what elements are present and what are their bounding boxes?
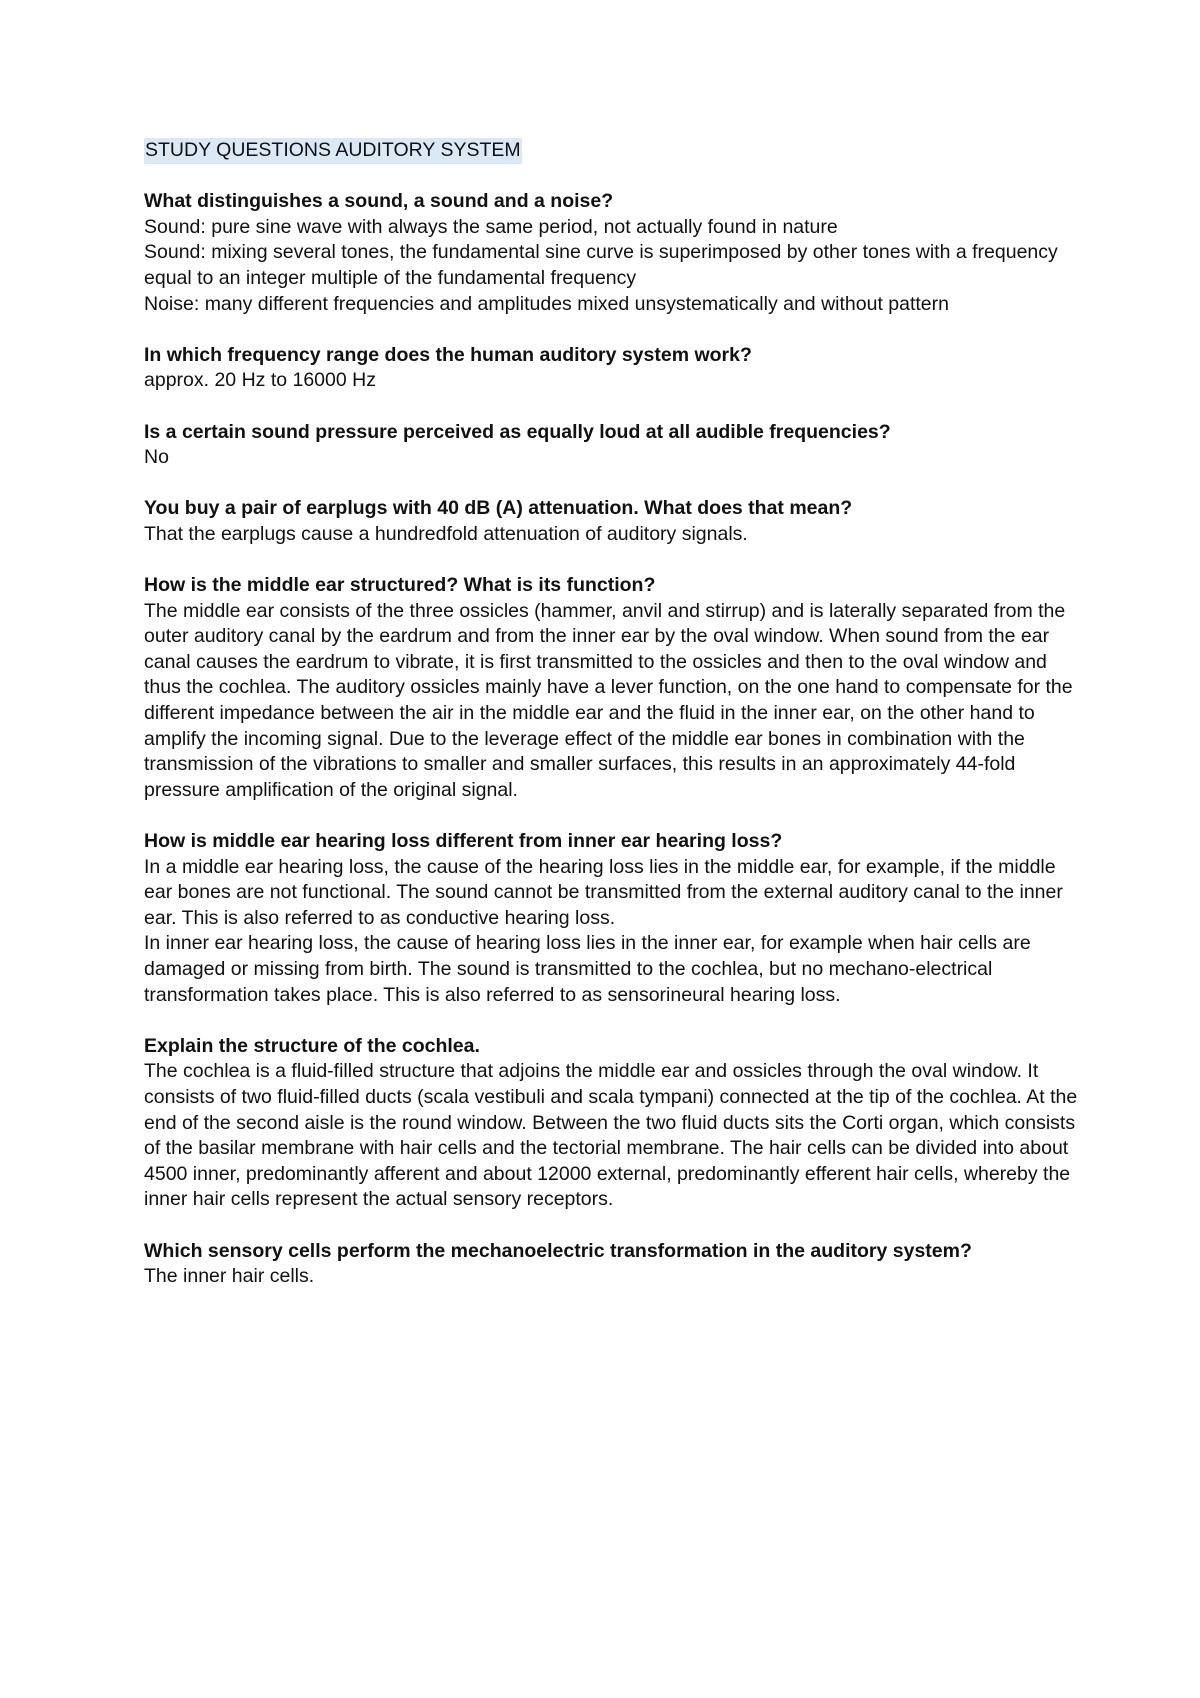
qa-block: [144, 573, 1084, 803]
question: In which frequency range does the human auditory system work?: [144, 343, 752, 366]
answer-paragraph: The middle ear consists of the three ossicles (hammer, anvil and stirrup) and is laterally separated from the outer auditory canal by the eardrum and from the inner ear by the oval window. When sound from the ear canal causes the eardrum to vibrate, it is first transmitted to the ossicles and then to the oval window and thus the cochlea. The auditory ossicles mainly have a lever function, on the one hand to compensate for the different impedance between the air in the middle ear and the fluid in the inner ear, on the other hand to amplify the incoming signal. Due to the leverage effect of the middle ear bones in combination with the transmission of the vibrations to smaller and smaller surfaces, this results in an approximately 44-fold pressure amplification of the original signal.: [144, 599, 1073, 801]
answer-paragraph: Noise: many different frequencies and amplitudes mixed unsystematically and without pattern: [144, 292, 949, 315]
answer: [144, 599, 1084, 804]
answer-paragraph: approx. 20 Hz to 16000 Hz: [144, 369, 376, 392]
answer: [144, 1059, 1084, 1213]
question: What distinguishes a sound, a sound and a noise?: [144, 190, 614, 213]
qa-block: [144, 496, 1084, 547]
question: Which sensory cells perform the mechanoelectric transformation in the auditory system?: [144, 1239, 972, 1262]
question: Is a certain sound pressure perceived as equally loud at all audible frequencies?: [144, 420, 891, 443]
answer-paragraph: The inner hair cells.: [144, 1265, 315, 1288]
qa-block: [144, 189, 1084, 317]
answer: [144, 368, 1084, 394]
answer: [144, 855, 1084, 1009]
answer-paragraph: In inner ear hearing loss, the cause of hearing loss lies in the inner ear, for example when hair cells are damaged or missing from birth. The sound is transmitted to the cochlea, but no mechano-electrical transformation takes place. This is also referred to as sensorineural hearing loss.: [144, 932, 1031, 1006]
qa-block: [144, 1034, 1084, 1213]
answer: [144, 522, 1084, 548]
title-line: [144, 138, 1084, 164]
answer: [144, 215, 1084, 317]
document-title: STUDY QUESTIONS AUDITORY SYSTEM: [144, 138, 522, 164]
answer: [144, 1264, 1084, 1290]
answer-paragraph: The cochlea is a fluid-filled structure that adjoins the middle ear and ossicles through the oval window. It consists of two fluid-filled ducts (scala vestibuli and scala tympani) connected at the tip of the cochlea. At the end of the second aisle is the round window. Between the two fluid ducts sits the Corti organ, which consists of the basilar membrane with hair cells and the tectorial membrane. The hair cells can be divided into about 4500 inner, predominantly afferent and about 12000 external, predominantly efferent hair cells, whereby the inner hair cells represent the actual sensory receptors.: [144, 1060, 1078, 1211]
question: How is the middle ear structured? What is its function?: [144, 574, 656, 597]
question: How is middle ear hearing loss different from inner ear hearing loss?: [144, 830, 783, 853]
qa-block: [144, 343, 1084, 394]
answer-paragraph: Sound: mixing several tones, the fundamental sine curve is superimposed by other tones with a frequency equal to an integer multiple of the fundamental frequency: [144, 241, 1058, 289]
answer: [144, 445, 1084, 471]
qa-block: [144, 420, 1084, 471]
question: You buy a pair of earplugs with 40 dB (A) attenuation. What does that mean?: [144, 497, 853, 520]
question: Explain the structure of the cochlea.: [144, 1034, 480, 1057]
qa-block: [144, 1239, 1084, 1290]
answer-paragraph: Sound: pure sine wave with always the same period, not actually found in nature: [144, 215, 838, 238]
qa-block: [144, 829, 1084, 1008]
answer-paragraph: That the earplugs cause a hundredfold attenuation of auditory signals.: [144, 522, 748, 545]
answer-paragraph: No: [144, 446, 169, 469]
answer-paragraph: In a middle ear hearing loss, the cause of the hearing loss lies in the middle ear, for example, if the middle ear bones are not functional. The sound cannot be transmitted from the external auditory canal to the inner ear. This is also referred to as conductive hearing loss.: [144, 855, 1063, 929]
document-page: [144, 138, 1084, 1315]
